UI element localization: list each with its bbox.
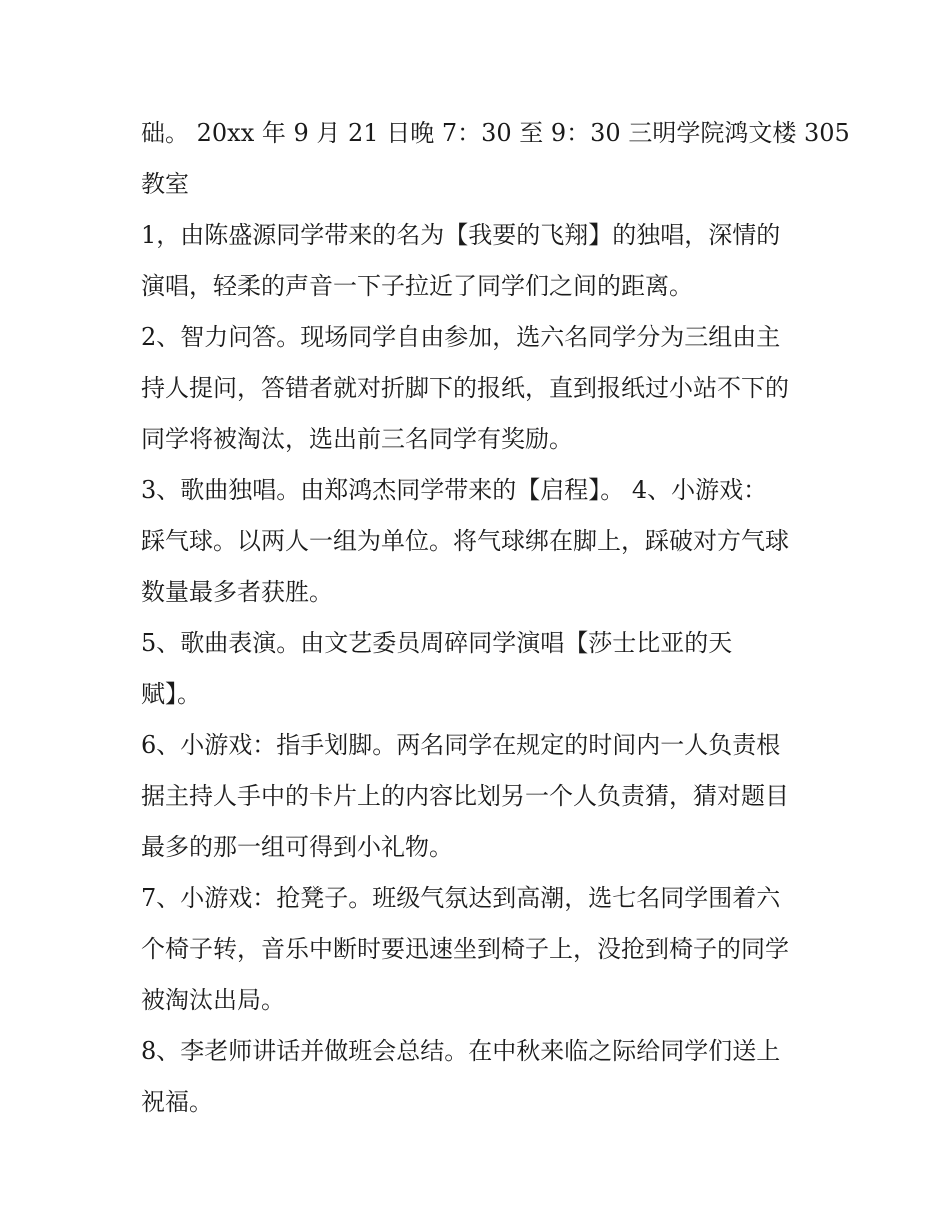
text-line: 教室 bbox=[141, 170, 189, 198]
text-line: 踩气球。以两人一组为单位。将气球绑在脚上，踩破对方气球 bbox=[141, 527, 789, 555]
text-line: 演唱，轻柔的声音一下子拉近了同学们之间的距离。 bbox=[141, 272, 693, 300]
text-line: 祝福。 bbox=[141, 1088, 213, 1116]
text-line: 6、小游戏：指手划脚。两名同学在规定的时间内一人负责根 bbox=[141, 731, 781, 759]
text-line: 同学将被淘汰，选出前三名同学有奖励。 bbox=[141, 425, 573, 453]
text-line: 5、歌曲表演。由文艺委员周碎同学演唱【莎士比亚的天 bbox=[141, 629, 733, 657]
paragraph-item-2 bbox=[141, 312, 821, 465]
text-line: 数量最多者获胜。 bbox=[141, 578, 333, 606]
paragraph-time-location bbox=[141, 108, 850, 210]
text-line: 1，由陈盛源同学带来的名为【我要的飞翔】的独唱，深情的 bbox=[141, 221, 781, 249]
text-line: 3、歌曲独唱。由郑鸿杰同学带来的【启程】。 4、小游戏： bbox=[141, 476, 768, 504]
text-line: 个椅子转，音乐中断时要迅速坐到椅子上，没抢到椅子的同学 bbox=[141, 935, 789, 963]
text-line: 赋】。 bbox=[141, 680, 201, 708]
text-line: 8、李老师讲话并做班会总结。在中秋来临之际给同学们送上 bbox=[141, 1037, 781, 1065]
text-line: 据主持人手中的卡片上的内容比划另一个人负责猜，猜对题目 bbox=[141, 782, 789, 810]
text-line: 持人提问，答错者就对折脚下的报纸，直到报纸过小站不下的 bbox=[141, 374, 789, 402]
document-body bbox=[141, 108, 850, 1128]
paragraph-item-3-4 bbox=[141, 465, 821, 618]
paragraph-item-1 bbox=[141, 210, 821, 312]
paragraph-item-5 bbox=[141, 618, 821, 720]
text-line: 础。 20xx 年 9 月 21 日晚 7：30 至 9：30 三明学院鸿文楼 305 bbox=[141, 119, 850, 147]
text-line: 被淘汰出局。 bbox=[141, 986, 285, 1014]
text-line: 7、小游戏：抢凳子。班级气氛达到高潮，选七名同学围着六 bbox=[141, 884, 781, 912]
text-line: 最多的那一组可得到小礼物。 bbox=[141, 833, 453, 861]
text-line: 2、智力问答。现场同学自由参加，选六名同学分为三组由主 bbox=[141, 323, 781, 351]
paragraph-item-7 bbox=[141, 873, 821, 1026]
paragraph-item-8 bbox=[141, 1026, 821, 1128]
paragraph-item-6 bbox=[141, 720, 821, 873]
